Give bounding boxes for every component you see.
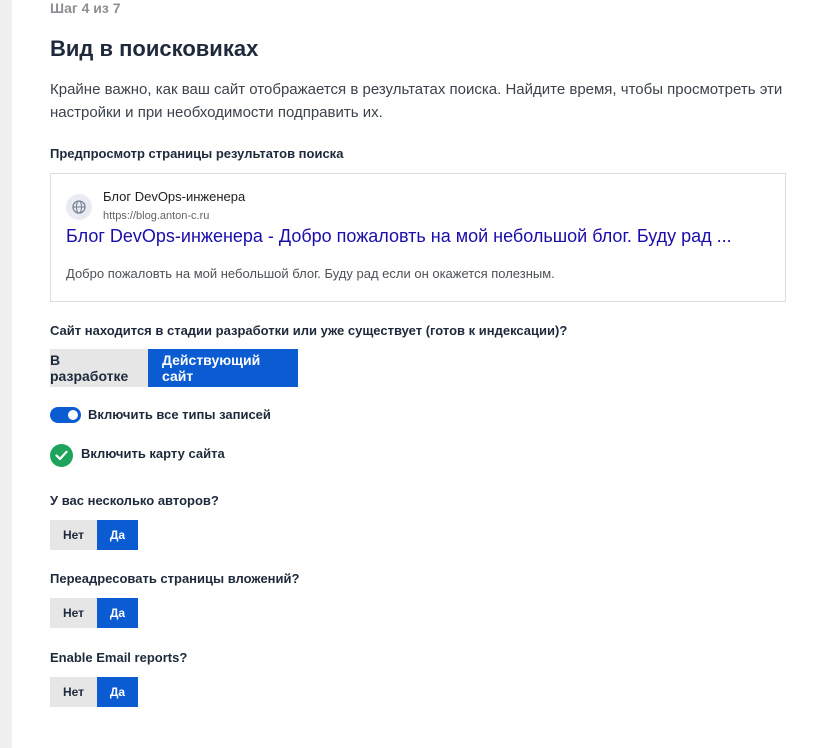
include-post-types-toggle[interactable] [50, 407, 81, 423]
include-sitemap-label: Включить карту сайта [81, 446, 225, 461]
check-icon[interactable] [50, 444, 73, 467]
redirect-attachments-switch [50, 598, 138, 628]
step-indicator: Шаг 4 из 7 [50, 0, 121, 16]
redirect-attachments-no-button[interactable]: Нет [50, 598, 97, 628]
site-stage-development-button[interactable]: В разработке [50, 349, 148, 387]
wizard-panel [12, 0, 833, 748]
preview-result-title[interactable]: Блог DevOps-инженера - Добро пожаловть на мой небольшой блог. Буду рад ... [66, 226, 732, 246]
preview-result-description: Добро пожаловть на мой небольшой блог. Буду рад если он окажется полезным. [66, 266, 555, 281]
redirect-attachments-question: Переадресовать страницы вложений? [50, 571, 300, 586]
email-reports-no-button[interactable]: Нет [50, 677, 97, 707]
multiple-authors-no-button[interactable]: Нет [50, 520, 97, 550]
site-stage-live-button[interactable]: Действующий сайт [148, 349, 298, 387]
multiple-authors-yes-button[interactable]: Да [97, 520, 138, 550]
site-stage-switch [50, 349, 298, 387]
redirect-attachments-yes-button[interactable]: Да [97, 598, 138, 628]
globe-icon [66, 194, 92, 220]
search-preview-card [50, 173, 786, 302]
email-reports-question: Enable Email reports? [50, 650, 188, 665]
site-stage-question: Сайт находится в стадии разработки или уже существует (готов к индексации)? [50, 323, 568, 338]
toggle-knob [68, 410, 78, 420]
preview-site-url: https://blog.anton-c.ru [103, 210, 210, 222]
page-title: Вид в поисковиках [50, 36, 259, 61]
preview-label: Предпросмотр страницы результатов поиска [50, 146, 344, 161]
intro-text: Крайне важно, как ваш сайт отображается в результатах поиска. Найдите время, чтобы просмотреть эти настройки и при необходимости подправить их. [50, 81, 783, 121]
preview-site-name: Блог DevOps-инженера [103, 189, 246, 204]
multiple-authors-question: У вас несколько авторов? [50, 493, 219, 508]
include-post-types-label: Включить все типы записей [88, 407, 271, 422]
email-reports-yes-button[interactable]: Да [97, 677, 138, 707]
email-reports-switch [50, 677, 138, 707]
multiple-authors-switch [50, 520, 138, 550]
